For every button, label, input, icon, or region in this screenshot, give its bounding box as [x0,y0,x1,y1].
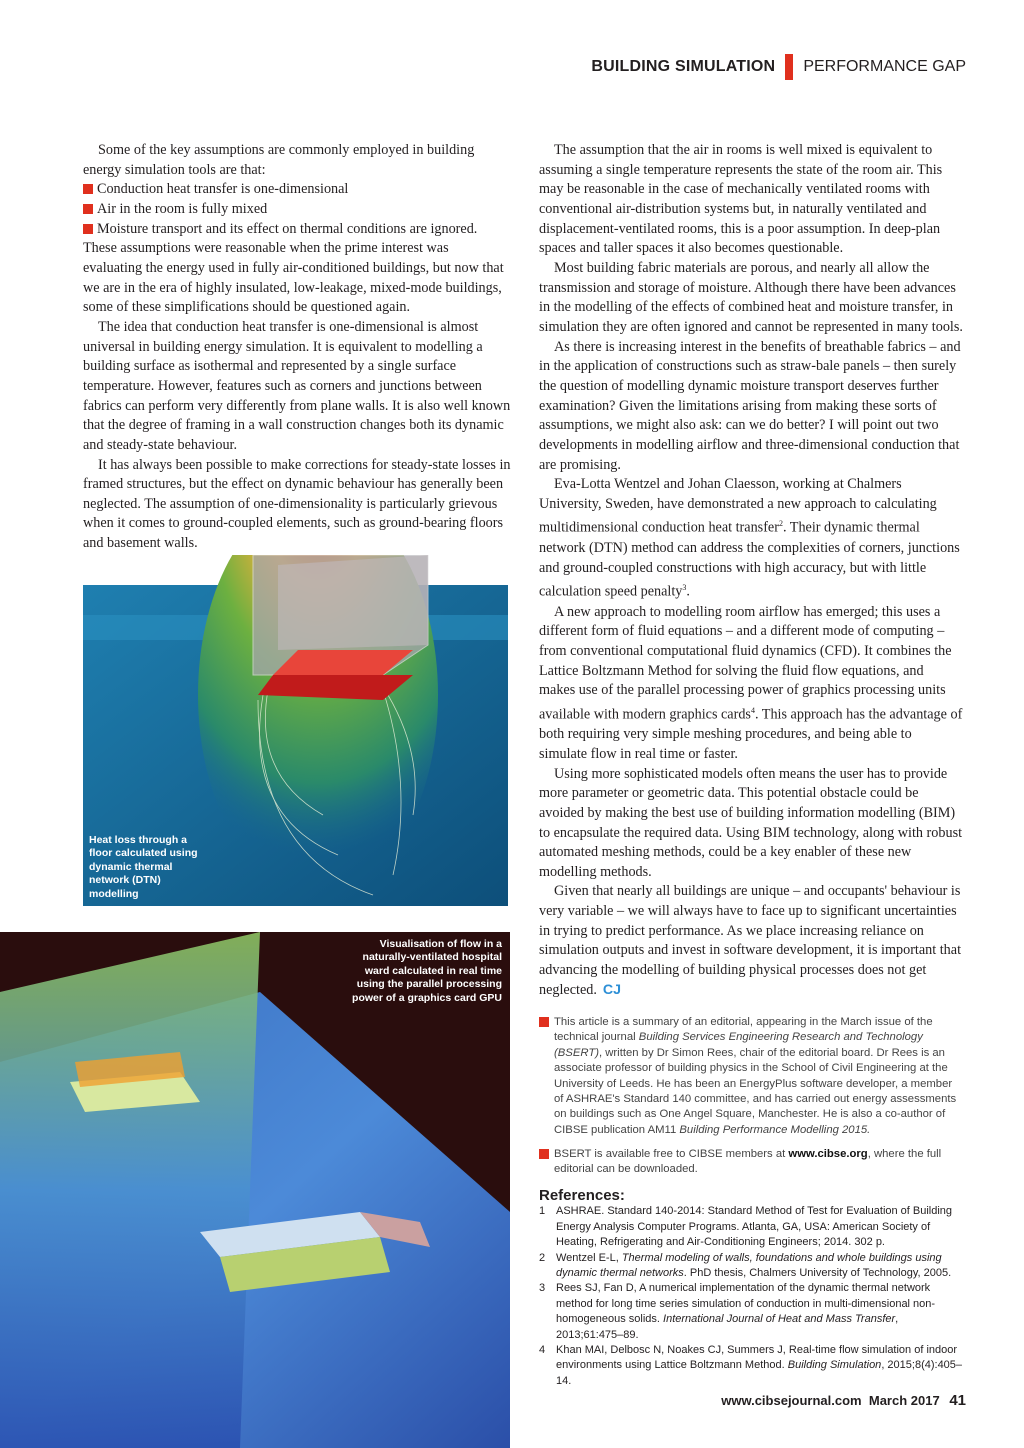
bullet-item: Conduction heat transfer is one-dimensional [83,180,511,200]
page-footer [721,1392,966,1409]
cibse-link[interactable]: www.cibse.org [788,1148,868,1160]
references [539,1188,967,1389]
journal-sign-off: CJ [602,981,622,998]
bullet-icon [539,1149,549,1159]
section-title: BUILDING SIMULATION [591,58,776,75]
paragraph: Most building fabric materials are porous, and nearly all allow the transmission and storage of moisture. Although there have been advances in the modelling of the effects of combined heat and moisture transfer, in simulation they are often ignored and cannot be represented in many tools. [539,259,963,335]
availability-note: BSERT is available free to CIBSE members at www.cibse.org, where the full editorial can be downloaded. [539,1147,964,1178]
footer-date: March 2017 [868,1393,940,1408]
right-column [539,141,963,1000]
subsection-title: PERFORMANCE GAP [803,58,966,75]
paragraph: Some of the key assumptions are commonly employed in building energy simulation tools are that: [83,142,475,178]
article-note: This article is a summary of an editorial, appearing in the March issue of the technical journal Building Services Engineering Research and Technology (BSERT), written by Dr Simon Rees, chair of the editorial board. Dr Rees is an associate professor of building physics in the School of Civil Engineering at the University of Leeds. He has been an EnergyPlus software developer, a member of ASHRAE's Standard 140 committee, and has carried out energy assessments on buildings such as One Angel Square, Manchester. He is also a co-author of CIBSE publication AM11 Building Performance Modelling 2015. [539,1015,964,1138]
header-divider [785,54,793,80]
reference-item: 4 Khan MAI, Delbosc N, Noakes CJ, Summers J, Real-time flow simulation of indoor environments using Lattice Boltzmann Method. Building Simulation, 2015;8(4):405–14. [539,1344,963,1387]
figure-caption: Heat loss through a floor calculated using dynamic thermal network (DTN) modelling [89,834,198,900]
airflow-visualisation-figure [0,932,510,1448]
paragraph: Eva-Lotta Wentzel and Johan Claesson, working at Chalmers University, Sweden, have demonstrated a new approach to calculating multidimensional conduction heat transfer$^2$. Their dynamic thermal network (DTN) method can address the complexities of corners, junctions and ground-coupled constructions with high accuracy, but with little calculation speed penalty$^3$. [539,476,960,600]
bullet-icon [83,204,93,214]
paragraph: Given that nearly all buildings are unique – and occupants' behaviour is very variable – we will always have to face up to significant uncertainties in trying to predict performance. As we place increasing reliance on simulation outputs and invest in software development, it is important that advancing the modelling of building physical processes does not get neglected. CJ [539,883,962,998]
bullet-icon [83,184,93,194]
paragraph: Using more sophisticated models often means the user has to provide more parameter or geometric data. This potential obstacle could be avoided by making the best use of building information modelling (BIM) to encapsulate the required data. Using BIM technology, along with robust automated meshing methods, could be a key enabler of these new modelling methods. [539,765,963,880]
paragraph: These assumptions were reasonable when the prime interest was evaluating the energy used in fully air-conditioned buildings, but now that we are in the era of highly insulated, low-leakage, mixed-mode buildings, some of these simplifications should be questioned again. [83,240,504,316]
references-title: References: [539,1187,625,1204]
reference-item: 3 Rees SJ, Fan D, A numerical implementation of the dynamic thermal network method for long time series simulation of conduction in multi-dimensional non-homogeneous solids. International Journal of Heat and Mass Transfer, 2013;61:475–89. [539,1282,936,1341]
page-number: 41 [949,1392,966,1409]
paragraph: It has always been possible to make corrections for steady-state losses in framed structures, but the effect on dynamic behaviour has generally been neglected. The assumption of one-dimensionality is particularly grievous when it comes to ground-coupled elements, such as ground-bearing floors and basement walls. [83,456,511,552]
left-column [83,141,511,554]
running-header [591,54,966,80]
reference-item: 2 Wentzel E-L, Thermal modeling of walls, foundations and whole buildings using dynamic thermal networks. PhD thesis, Chalmers University of Technology, 2005. [539,1251,952,1280]
footer-url[interactable]: www.cibsejournal.com [721,1393,862,1408]
bullet-icon [539,1017,549,1027]
paragraph: As there is increasing interest in the benefits of breathable fabrics – and in the application of constructions such as straw-bale panels – then surely the question of modelling dynamic moisture transport deserves further examination? Given the limitations arising from making these sorts of assumptions, we might also ask: can we do better? I will point out two developments in modelling airflow and three-dimensional conduction that are promising. [539,338,961,473]
bullet-item: Air in the room is fully mixed [83,200,511,220]
bullet-icon [83,224,93,234]
paragraph: The assumption that the air in rooms is well mixed is equivalent to assuming a single temperature represents the state of the room air. This may be reasonable in the case of mechanically ventilated rooms with conventional air-distribution systems but, in naturally ventilated and displacement-ventilated rooms, this is a poor assumption. In deep-plan spaces and taller spaces it also becomes questionable. [539,142,943,257]
bullet-item: Moisture transport and its effect on thermal conditions are ignored. [83,220,511,240]
reference-item: 1 ASHRAE. Standard 140-2014: Standard Method of Test for Evaluation of Building Energy Analysis Computer Programs. Atlanta, GA, USA: American Society of Heating, Refrigerating and Air-Conditioning Engineers; 2014. 302 p. [539,1205,953,1249]
paragraph: A new approach to modelling room airflow has emerged; this uses a different form of fluid equations – and a different mode of computing – from conventional computational fluid dynamics (CFD). It combines the Lattice Boltzmann Method for solving the fluid flow equations, and makes use of the parallel processing power of graphics processing units available with modern graphics cards$^4$. This approach has the advantage of both requiring very simple meshing procedures, and being able to simulate flow in real time or faster. [539,603,963,762]
paragraph: The idea that conduction heat transfer is one-dimensional is almost universal in building energy simulation. It is equivalent to modelling a building surface as isothermal and represented by a single surface temperature. However, features such as corners and junctions between fabrics can perform very differently from plane walls. It is also well known that the degree of framing in a wall construction changes both its dynamic and steady-state behaviour. [83,318,511,453]
figure-caption: Visualisation of flow in a naturally-ventilated hospital ward calculated in real time using the parallel processing power of a graphics card GPU [352,938,502,1004]
